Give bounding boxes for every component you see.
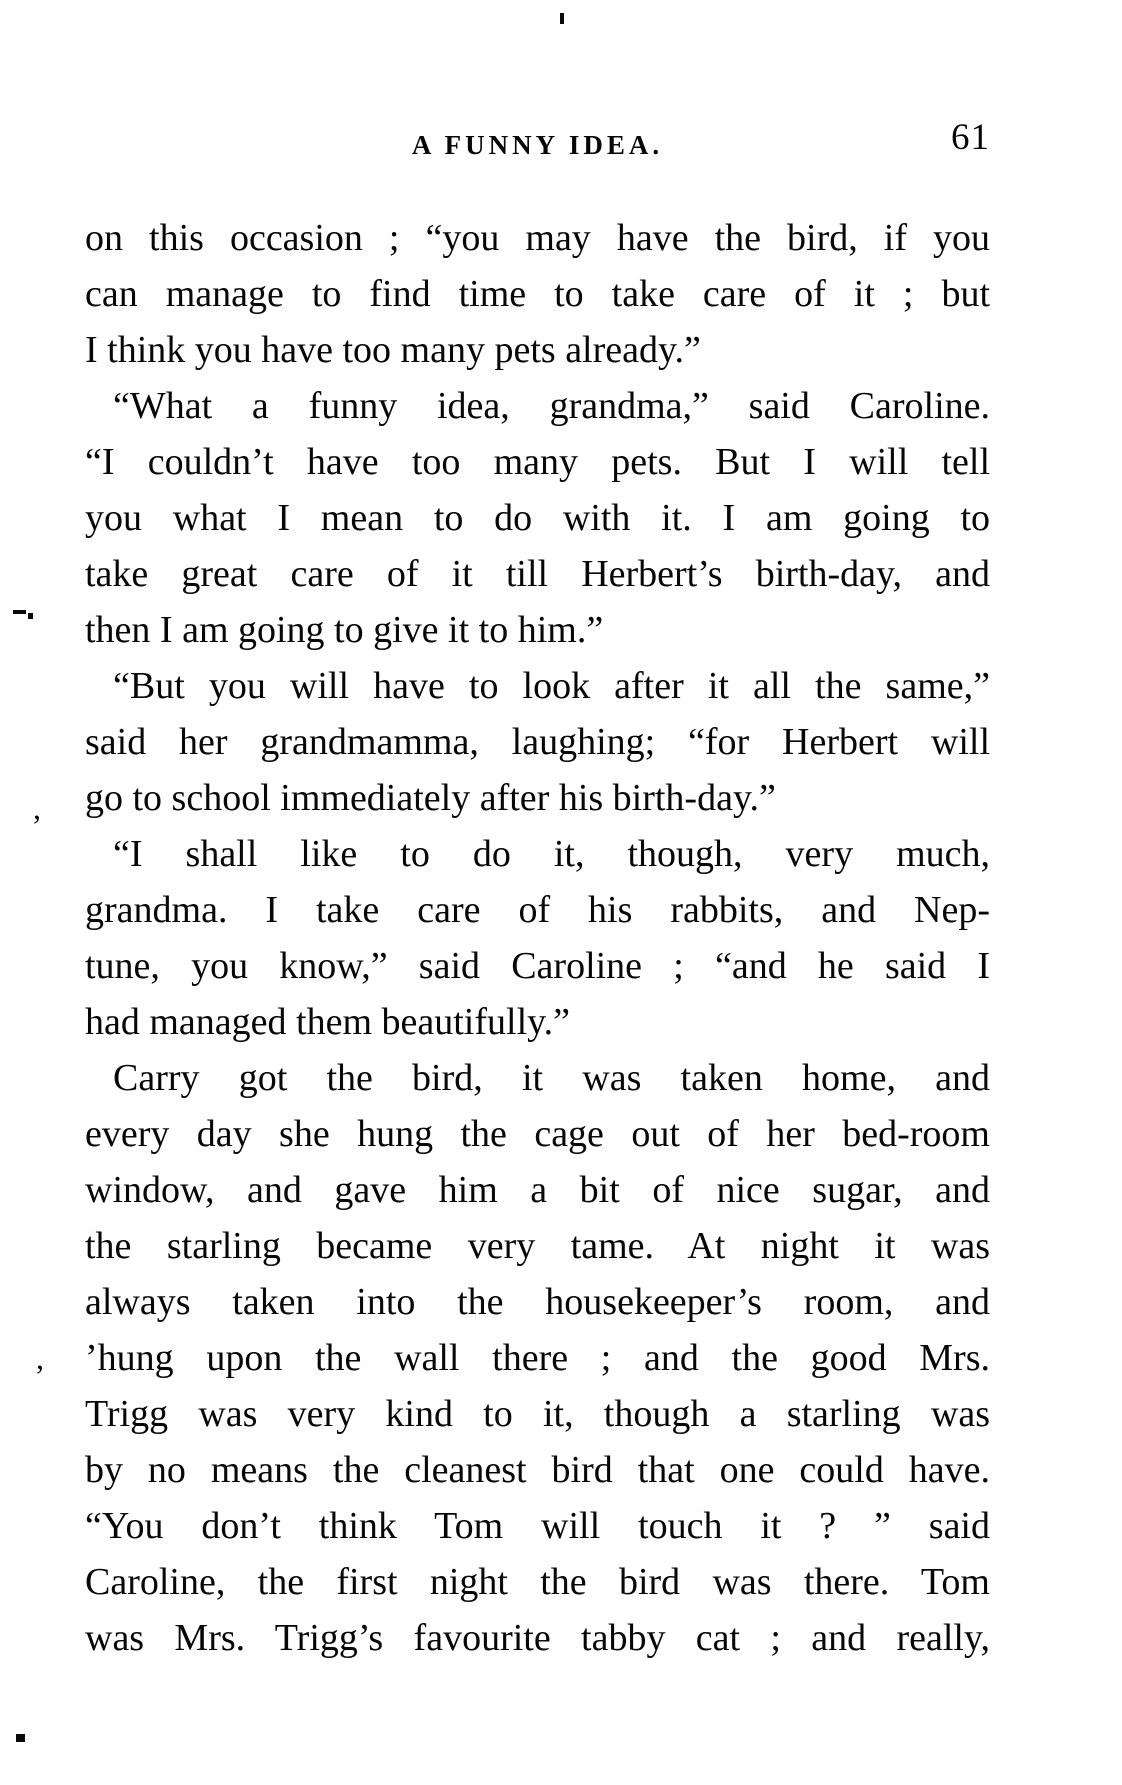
text-line: then I am going to give it to him.” bbox=[85, 609, 604, 651]
text-line: Caroline, the first night the bird was there. Tom bbox=[85, 1561, 990, 1603]
ink-speck bbox=[560, 13, 564, 24]
text-line: I think you have too many pets already.” bbox=[85, 329, 701, 371]
text-line: take great care of it till Herbert’s birth-day, and bbox=[85, 553, 990, 595]
text-line: you what I mean to do with it. I am going to bbox=[85, 497, 990, 539]
text-line: Carry got the bird, it was taken home, and bbox=[113, 1057, 990, 1099]
text-line: tune, you know,” said Caroline ; “and he said I bbox=[85, 945, 990, 987]
text-line: every day she hung the cage out of her bed-room bbox=[85, 1113, 990, 1155]
text-line: grandma. I take care of his rabbits, and Nep- bbox=[85, 889, 990, 931]
text-line: on this occasion ; “you may have the bird, if you bbox=[85, 217, 990, 259]
text-line: always taken into the housekeeper’s room, and bbox=[85, 1281, 990, 1323]
text-line: “I shall like to do it, though, very much, bbox=[113, 833, 990, 875]
text-line: had managed them beautifully.” bbox=[85, 1001, 571, 1043]
text-line: said her grandmamma, laughing; “for Herbert will bbox=[85, 721, 990, 763]
text-line: “What a funny idea, grandma,” said Caroline. bbox=[113, 385, 990, 427]
text-line: window, and gave him a bit of nice sugar, and bbox=[85, 1169, 990, 1211]
text-line: the starling became very tame. At night it was bbox=[85, 1225, 990, 1267]
text-line: go to school immediately after his birth-day.” bbox=[85, 777, 776, 819]
text-line: Trigg was very kind to it, though a starling was bbox=[85, 1393, 990, 1435]
margin-mark-dot bbox=[28, 613, 33, 619]
running-head-title: A FUNNY IDEA. bbox=[411, 130, 664, 160]
margin-mark-comma: , bbox=[36, 1340, 44, 1376]
margin-mark-comma: , bbox=[33, 790, 41, 826]
margin-mark-dash bbox=[13, 610, 26, 614]
text-line: “I couldn’t have too many pets. But I will tell bbox=[85, 441, 990, 483]
ink-speck bbox=[16, 1734, 25, 1742]
page-number: 61 bbox=[951, 117, 990, 158]
body-text-column bbox=[85, 210, 990, 1666]
text-line: by no means the cleanest bird that one could have. bbox=[85, 1449, 990, 1491]
text-line: “But you will have to look after it all the same,” bbox=[113, 665, 990, 707]
text-line: was Mrs. Trigg’s favourite tabby cat ; and really, bbox=[85, 1617, 990, 1659]
text-line: ’hung upon the wall there ; and the good Mrs. bbox=[85, 1337, 990, 1379]
text-line: can manage to find time to take care of it ; but bbox=[85, 273, 990, 315]
text-line: “You don’t think Tom will touch it ? ” said bbox=[85, 1505, 990, 1547]
